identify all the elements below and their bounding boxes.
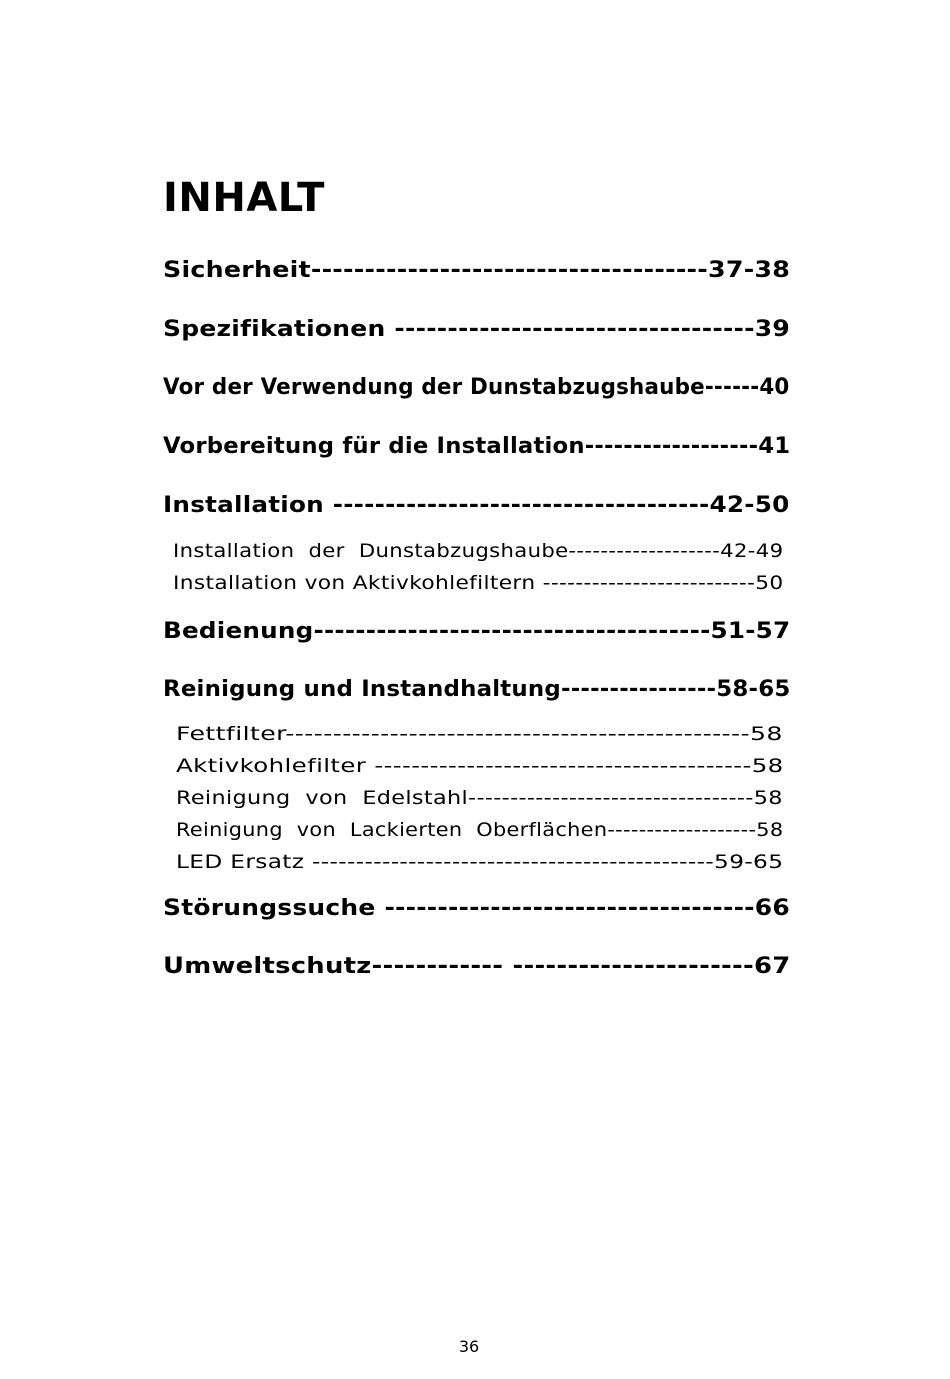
toc-entry-spezifikationen[interactable]: Spezifikationen ----------------------------------39 (163, 317, 791, 342)
page-title: INHALT (163, 175, 325, 221)
toc-subentry-aktivkohlefilter[interactable]: Aktivkohlefilter -----------------------------------------58 (176, 755, 784, 777)
toc-entry-umweltschutz[interactable]: Umweltschutz------------ ----------------------67 (163, 954, 791, 979)
toc-subentry-installation-aktivkohlefilter[interactable]: Installation von Aktivkohlefiltern --------------------------50 (173, 572, 784, 594)
toc-entry-vor-der-verwendung[interactable]: Vor der Verwendung der Dunstabzugshaube------40 (163, 375, 790, 400)
toc-entry-bedienung[interactable]: Bedienung--------------------------------------51-57 (163, 619, 791, 644)
page-number: 36 (458, 1337, 480, 1356)
toc-subentry-led-ersatz[interactable]: LED Ersatz ----------------------------------------------59-65 (176, 851, 784, 873)
toc-subentry-edelstahl[interactable]: Reinigung von Edelstahl----------------------------------58 (176, 787, 783, 809)
toc-subentry-installation-dunstabzugshaube[interactable]: Installation der Dunstabzugshaube-------------------42-49 (173, 540, 784, 562)
toc-subentry-lackierte-oberflaechen[interactable]: Reinigung von Lackierten Oberflächen-------------------58 (176, 819, 784, 841)
toc-entry-stoerungssuche[interactable]: Störungssuche -----------------------------------66 (163, 896, 790, 921)
toc-entry-reinigung[interactable]: Reinigung und Instandhaltung----------------58-65 (163, 677, 791, 702)
toc-subentry-fettfilter[interactable]: Fettfilter-------------------------------------------------58 (176, 723, 783, 745)
toc-entry-sicherheit[interactable]: Sicherheit-------------------------------------37-38 (163, 258, 791, 283)
toc-entry-installation[interactable]: Installation ------------------------------------42-50 (163, 493, 790, 518)
toc-entry-vorbereitung[interactable]: Vorbereitung für die Installation------------------41 (163, 434, 791, 459)
